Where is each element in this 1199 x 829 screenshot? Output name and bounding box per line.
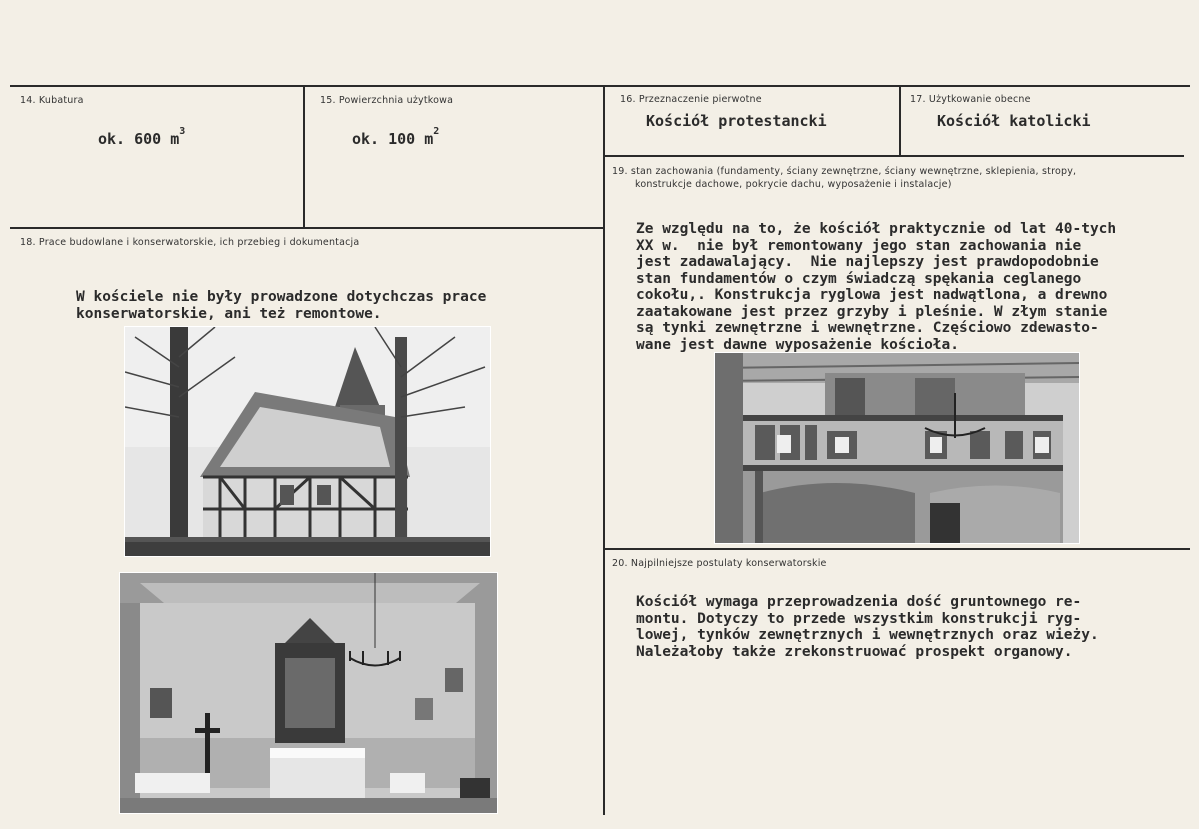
field-15-text: ok. 100 m xyxy=(352,130,434,148)
field-17-label: 17. Użytkowanie obecne xyxy=(910,94,1031,105)
field-19-line: wane jest dawne wyposażenie kościoła. xyxy=(636,336,960,353)
field-14-text: ok. 600 m xyxy=(98,130,180,148)
field-20-line: montu. Dotyczy to przede wszystkim konstrukcji ryg- xyxy=(636,610,1082,627)
field-20-label: 20. Najpilniejsze postulaty konserwatorskie xyxy=(612,558,827,569)
field-19-label-line: konstrukcje dachowe, pokrycie dachu, wyposażenie i instalacje) xyxy=(635,179,952,190)
rule-top xyxy=(10,85,1190,87)
rule-col-main xyxy=(603,85,605,815)
photo-church-interior-altar xyxy=(119,572,498,814)
field-14-value xyxy=(98,126,186,148)
field-19-line: cokołu,. Konstrukcja ryglowa jest nadwątlona, a drewno xyxy=(636,287,1108,303)
field-18-line: W kościele nie były prowadzone dotychczas prace xyxy=(76,289,487,305)
field-20-line: Kościół wymaga przeprowadzenia dość gruntownego re- xyxy=(636,594,1082,610)
field-18-text xyxy=(76,289,486,322)
photo-church-exterior xyxy=(124,326,491,557)
field-16-label: 16. Przeznaczenie pierwotne xyxy=(620,94,762,105)
field-15-label: 15. Powierzchnia użytkowa xyxy=(320,95,454,106)
field-19-line: stan fundamentów o czym świadczą spękania ceglanego xyxy=(636,270,1082,287)
field-19-line: zaatakowane jest przez grzyby i pleśnie. W złym stanie xyxy=(636,303,1108,320)
rule-row1-right xyxy=(604,155,1184,157)
field-20-text xyxy=(636,594,1099,660)
field-19-line: XX w. nie był remontowany jego stan zachowania nie xyxy=(636,237,1082,254)
rule-mid-right xyxy=(604,548,1190,550)
rule-col-b xyxy=(899,85,901,156)
field-18-line: konserwatorskie, ani też remontowe. xyxy=(76,305,382,322)
field-20-line: Należałoby także zrekonstruować prospekt organowy. xyxy=(636,643,1073,660)
field-19-label-line: 19. stan zachowania (fundamenty, ściany zewnętrzne, ściany wewnętrzne, sklepienia, stropy, xyxy=(612,166,1077,177)
photo-church-gallery xyxy=(714,352,1080,544)
field-14-label: 14. Kubatura xyxy=(20,95,84,106)
rule-col-a xyxy=(303,85,305,228)
field-18-label: 18. Prace budowlane i konserwatorskie, ich przebieg i dokumentacja xyxy=(20,237,360,248)
field-19-line: są tynki zewnętrzne i wewnętrzne. Częściowo zdewasto- xyxy=(636,320,1099,336)
field-19-line: jest zadawalający. Nie najlepszy jest prawdopodobnie xyxy=(636,254,1099,270)
field-15-value xyxy=(352,126,440,148)
field-17-value: Kościół katolicki xyxy=(937,112,1091,130)
field-16-value: Kościół protestancki xyxy=(646,112,827,130)
field-20-line: lowej, tynków zewnętrznych i wewnętrznych oraz wieży. xyxy=(636,627,1099,643)
rule-row1-left xyxy=(10,227,604,229)
field-15-sup: 2 xyxy=(433,126,440,137)
field-19-line: Ze względu na to, że kościół praktycznie od lat 40-tych xyxy=(636,221,1117,237)
field-14-sup: 3 xyxy=(179,126,186,137)
field-19-text xyxy=(636,221,1116,353)
field-19-label xyxy=(612,165,1076,191)
